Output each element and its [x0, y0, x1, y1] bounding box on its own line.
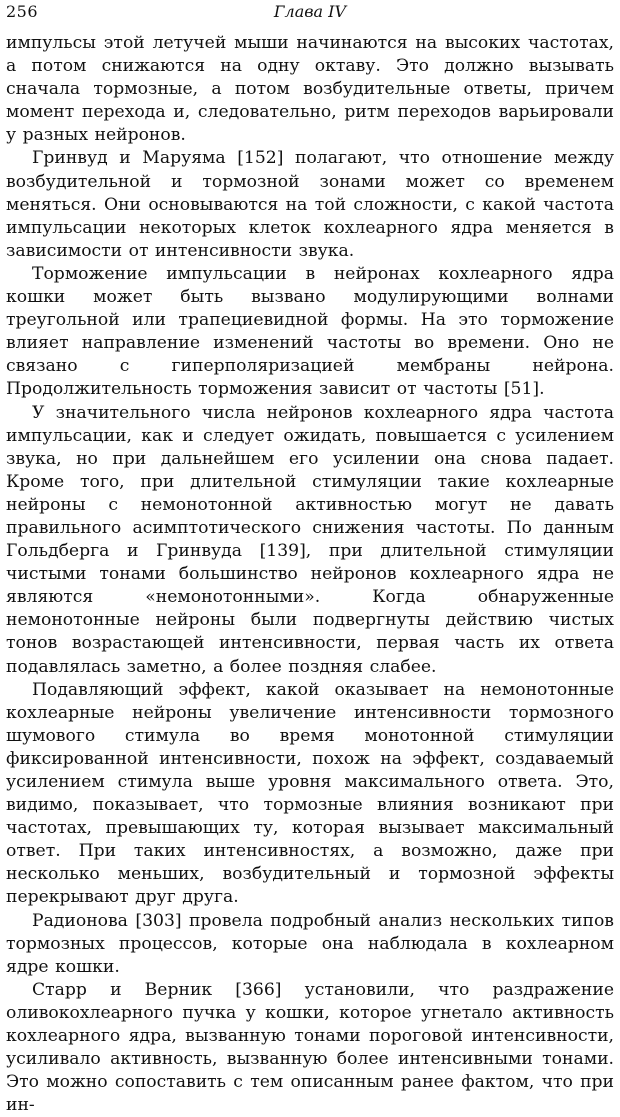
paragraph-5: Подавляющий эффект, какой оказывает на немонотонные кохлеарные нейроны увеличение интенсивности тормозного шумового стимула во время монотонной стимуляции фиксированной интенсивности, похож на эффект, создаваемый усилением стимула выше уровня максимального ответа. Это, видимо, показывает, что тормозные влияния возникают при частотах, превышающих ту, которая вызывает максимальный ответ. При таких интенсивностях, а возможно, даже при несколько меньших, возбудительный и тормозной эффекты перекрывают друг друга.	[6, 679, 614, 908]
paragraph-4: У значительного числа нейронов кохлеарного ядра частота импульсации, как и следует ожидать, повышается с усилением звука, но при дальнейшем его усилении она снова падает. Кроме того, при длительной стимуляции такие кохлеарные нейроны с немонотонной активностью могут не давать правильного асимптотического снижения частоты. По данным Гольдберга и Гринвуда [139], при длительной стимуляции чистыми тонами большинство нейронов кохлеарного ядра не являются «немонотонными». Когда обнаруженные немонотонные нейроны были подвергнуты действию чистых тонов возрастающей интенсивности, первая часть их ответа подавлялась заметно, а более поздняя слабее.	[6, 402, 614, 677]
paragraph-2: Гринвуд и Маруяма [152] полагают, что отношение между возбудительной и тормозной зонами может со временем меняться. Они основываются на той сложности, с какой частота импульсации некоторых клеток кохлеарного ядра меняется в зависимости от интенсивности звука.	[6, 148, 614, 261]
paragraph-6: Радионова [303] провела подробный анализ нескольких типов тормозных процессов, которые она наблюдала в кохлеарном ядре кошки.	[6, 910, 614, 977]
paragraph-7: Старр и Верник [366] установили, что раздражение оливокохлеарного пучка у кошки, которое угнетало активность кохлеарного ядра, вызванную тонами пороговой интенсивности, усиливало активность, вызванную более интенсивными тонами. Это можно сопоставить с тем описанным ранее фактом, что при ин-	[6, 979, 614, 1116]
running-head: Глава IV	[273, 2, 347, 21]
paragraph-1: импульсы этой летучей мыши начинаются на высоких частотах, а потом снижаются на одну октаву. Это должно вызывать сначала тормозные, а потом возбудительные ответы, причем момент перехода и, следовательно, ритм переходов варьировали у разных нейронов.	[6, 33, 614, 146]
paragraph-3: Торможение импульсации в нейронах кохлеарного ядра кошки может быть вызвано модулирующими волнами треугольной или трапециевидной формы. На это торможение влияет направление изменений частоты во времени. Оно не связано с гиперполяризацией мембраны нейрона. Продолжительность торможения зависит от частоты [51].	[6, 263, 614, 400]
page-number: 256	[6, 2, 39, 21]
page-header	[6, 2, 614, 24]
